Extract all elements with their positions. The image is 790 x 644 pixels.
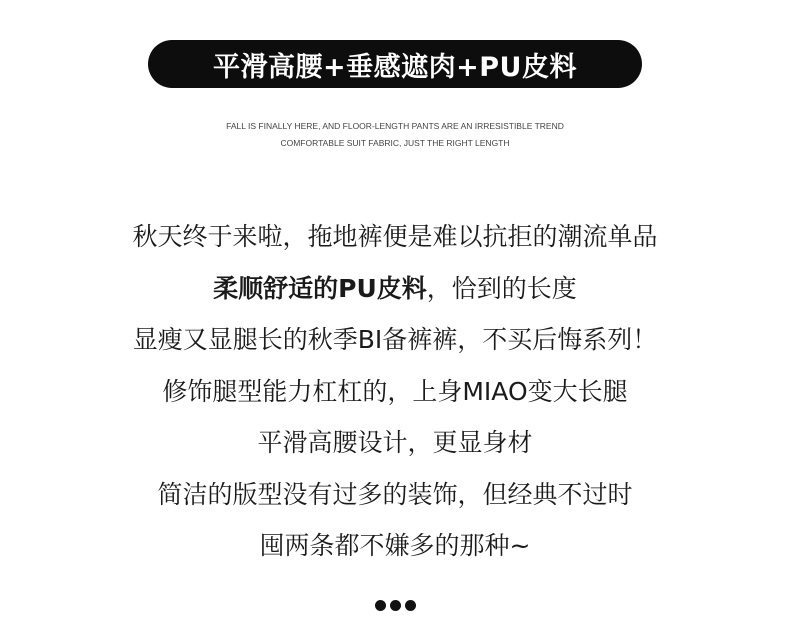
english-subtitle-line-2: COMFORTABLE SUIT FABRIC, JUST THE RIGHT LENGTH	[280, 138, 510, 148]
description-line-3: 显瘦又显腿长的秋季BI备裤裤，不买后悔系列！	[132, 325, 658, 354]
banner-title: 平滑高腰+垂感遮肉+PU皮料	[213, 51, 577, 83]
highlight-text: 柔顺舒适的PU皮料	[213, 273, 427, 303]
english-subtitle-line-1: FALL IS FINALLY HERE, AND FLOOR-LENGTH PANTS ARE AN IRRESISTIBLE TREND	[226, 121, 564, 131]
description-line-5: 平滑高腰设计，更显身材	[257, 428, 533, 457]
dot-icon	[405, 600, 416, 611]
description-line-4: 修饰腿型能力杠杠的，上身MIAO变大长腿	[162, 376, 628, 406]
description-block	[0, 215, 790, 576]
description-line-2-rest: ，恰到的长度	[426, 273, 577, 303]
description-line-7: 囤两条都不嫌多的那种~	[259, 531, 531, 560]
description-line-1: 秋天终于来啦，拖地裤便是难以抗拒的潮流单品	[132, 222, 658, 251]
dot-icon	[375, 600, 386, 611]
ellipsis-dots-icon	[0, 600, 790, 611]
title-banner	[148, 40, 642, 88]
description-line-2	[0, 267, 790, 319]
dot-icon	[390, 600, 401, 611]
description-line-6: 简洁的版型没有过多的装饰，但经典不过时	[157, 479, 633, 509]
